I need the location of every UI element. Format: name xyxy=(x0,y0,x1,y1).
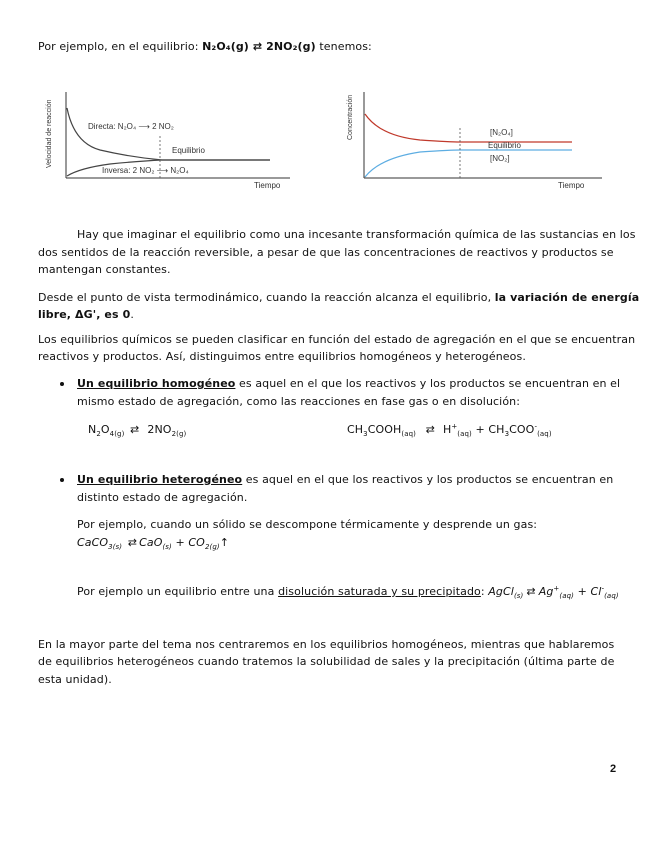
intro-prefix: Por ejemplo, en el equilibrio: xyxy=(38,40,203,53)
homogeneous-eq-solution: $CH_3COOH_{(aq)}$ ⇄ $H^+_{(aq)} + CH_3COO^-_{(aq)}$ xyxy=(347,422,552,439)
equilibrium-arrow: ⇄ xyxy=(425,423,435,436)
rate-graph-xlabel: Tiempo xyxy=(254,181,281,190)
heterogeneous-term: Un equilibrio heterogéneo xyxy=(77,473,243,486)
concentration-graph-ylabel: Concentración xyxy=(347,94,354,140)
para2-bold-2: libre, ΔG', es 0 xyxy=(38,308,131,321)
n2o4-label: [N₂O₄] xyxy=(490,128,513,137)
para4-line2: de equilibrios heterogéneos cuando tratemos la solubilidad de sales y la precipitación (última parte de xyxy=(38,655,615,668)
para2-line2 xyxy=(38,306,134,323)
para3-line1: Los equilibrios químicos se pueden clasificar en función del estado de agregación en el que se encuentran xyxy=(38,333,636,346)
concentration-graph xyxy=(340,88,610,192)
equilibrium-arrow: ⇄ xyxy=(127,536,138,549)
bullet-dot xyxy=(60,382,64,386)
no2-label: [NO₂] xyxy=(490,154,510,163)
concentration-equilibrium-label: Equilibrio xyxy=(488,141,521,150)
n2o4-curve xyxy=(365,114,572,142)
homogeneous-term: Un equilibrio homogéneo xyxy=(77,377,236,390)
no2-curve xyxy=(365,150,572,177)
para1-line2: dos sentidos de la reacción reversible, a pesar de que las concentraciones de reactivos y productos se xyxy=(38,246,614,259)
page-number: 2 xyxy=(610,763,617,775)
example1-line1: Por ejemplo, cuando un sólido se descompone térmicamente y desprende un gas: xyxy=(77,518,538,531)
para4-line3: esta unidad). xyxy=(38,673,112,686)
para2-line1 xyxy=(38,289,639,306)
para2-bold: la variación de energía xyxy=(494,291,640,304)
homogeneous-eq-gas: $N_2O_{4(g)}$ ⇄ $2NO_{2(g)}$ xyxy=(88,423,187,439)
rate-graph xyxy=(40,88,300,192)
bullet2-line2: distinto estado de agregación. xyxy=(77,491,248,504)
equilibrium-arrow: ⇄ xyxy=(130,423,140,436)
bullet2-rest: es aquel en el que los reactivos y los productos se encuentran en xyxy=(242,473,614,486)
gas-release-arrow: ↑ xyxy=(219,536,230,549)
example1-equation: CaCO$_{3(s)}$ ⇄ $CaO_{(s)} + CO_{2(g)}↑$ xyxy=(77,536,230,552)
intro-suffix: tenemos: xyxy=(315,40,372,53)
bullet1-rest: es aquel en el que los reactivos y los productos se encuentran en el xyxy=(235,377,621,390)
saturated-solution-link-text: disolución saturada y su precipitado xyxy=(278,585,481,598)
bullet2-line1 xyxy=(77,471,613,488)
para4-line1: En la mayor parte del tema nos centraremos en los equilibrios homogéneos, mientras que hablaremos xyxy=(38,638,615,651)
equilibrium-arrow: ⇄ xyxy=(526,585,536,598)
bullet-dot xyxy=(60,478,64,482)
para1-line1: Hay que imaginar el equilibrio como una incesante transformación química de las sustancias en los xyxy=(77,228,636,241)
example2-line: Por ejemplo un equilibrio entre una disolución saturada y su precipitado: AgCl$_{(s)}$ ⇄ $Ag^+_{(aq)} + Cl^-_{(aq)}$ xyxy=(77,584,619,601)
concentration-graph-xlabel: Tiempo xyxy=(558,181,585,190)
para1-line3: mantengan constantes. xyxy=(38,263,171,276)
para3-line2: reactivos y productos. Así, distinguimos entre equilibrios homogéneos y heterogéneos. xyxy=(38,350,526,363)
intro-reaction: N₂O₄(g) ⇄ 2NO₂(g) xyxy=(202,40,316,53)
para2-period: . xyxy=(130,308,134,321)
rate-graph-ylabel: Velocidad de reacción xyxy=(46,99,53,168)
intro-line xyxy=(38,38,372,55)
rate-inverse-label: Inversa: 2 NO₂ ⟶ N₂O₄ xyxy=(102,166,189,175)
rate-direct-curve xyxy=(67,108,270,160)
rate-equilibrium-label: Equilibrio xyxy=(172,146,205,155)
para2-text: Desde el punto de vista termodinámico, cuando la reacción alcanza el equilibrio, xyxy=(38,291,495,304)
rate-direct-label: Directa: N₂O₄ ⟶ 2 NO₂ xyxy=(88,122,174,131)
bullet1-line2: mismo estado de agregación, como las reacciones en fase gas o en disolución: xyxy=(77,395,521,408)
bullet1-line1 xyxy=(77,375,620,392)
